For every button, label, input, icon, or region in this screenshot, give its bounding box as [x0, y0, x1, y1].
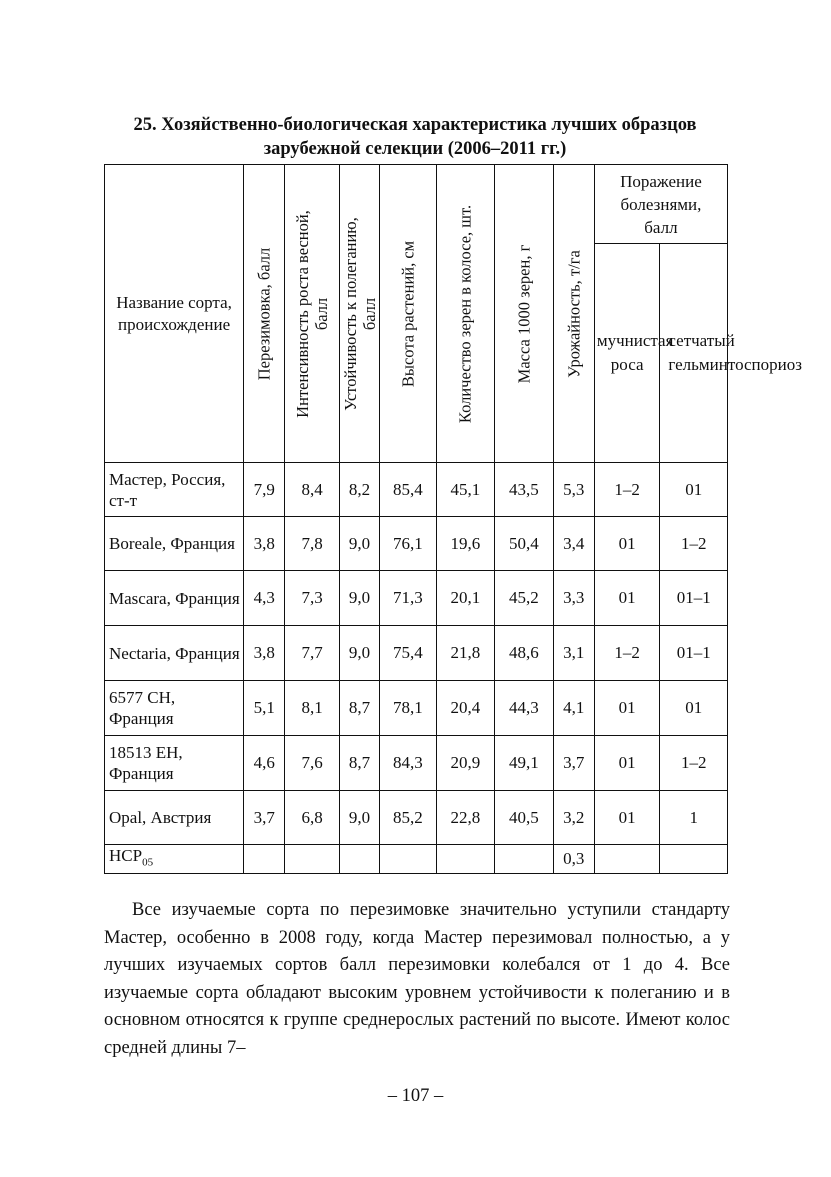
cell-mass: 49,1: [495, 736, 553, 791]
page-number: – 107 –: [387, 1086, 444, 1106]
header-name: Название сорта, происхождение: [105, 165, 244, 463]
cell-overwintering: 3,8: [244, 517, 285, 571]
cell-mildew: 01: [594, 791, 660, 845]
header-plant-height: Высота растений, см: [380, 165, 436, 463]
table-title-line-2: зарубежной селекции (2006–2011 гг.): [263, 139, 567, 159]
variety-name: Mascara, Франция: [105, 571, 244, 626]
cell-height: 78,1: [380, 681, 436, 736]
variety-name: Opal, Австрия: [105, 791, 244, 845]
body-paragraph: Все изучаемые сорта по перезимовке значительно уступили стандарту Мастер, особенно в 2008 году, когда Мастер перезимовал полностью, а у лучших изучаемых сортов балл перезимовки колебался от 1 до 4. Все изучаемые сорта обладают высоким уровнем устойчивости к полеганию и в основном относятся к группе среднерослых растений по высоте. Имеют колос средней длины 7–: [104, 900, 730, 1058]
cell-grains: 22,8: [436, 791, 494, 845]
cell-height: 85,4: [380, 463, 436, 517]
cell-yield: 4,1: [553, 681, 594, 736]
cell-lodging: 9,0: [339, 517, 379, 571]
cell-grains: 20,1: [436, 571, 494, 626]
header-spring-growth: Интенсивность роста весной, балл: [285, 165, 339, 463]
header-grains-per-ear: Количество зерен в колосе, шт.: [436, 165, 494, 463]
cell-overwintering: 3,7: [244, 791, 285, 845]
header-thousand-grain-mass: Масса 1000 зерен, г: [495, 165, 553, 463]
cell-overwintering: 5,1: [244, 681, 285, 736]
cell-net-blotch: 01–1: [660, 626, 728, 681]
table-row: [105, 791, 728, 845]
cell-mildew: 1–2: [594, 463, 660, 517]
cell-spring-growth: 6,8: [285, 791, 339, 845]
header-yield: Урожайность, т/га: [553, 165, 594, 463]
cell-net-blotch: 1–2: [660, 517, 728, 571]
cell-lodging: 9,0: [339, 571, 379, 626]
cell-yield: 3,1: [553, 626, 594, 681]
cell-height: 75,4: [380, 626, 436, 681]
cell-lodging: 9,0: [339, 791, 379, 845]
table-row: [105, 463, 728, 517]
cell-net-blotch: 1–2: [660, 736, 728, 791]
cell-yield: 3,4: [553, 517, 594, 571]
cell-yield: 5,3: [553, 463, 594, 517]
table-row: [105, 736, 728, 791]
cell-mass: 48,6: [495, 626, 553, 681]
variety-name: 18513 EH, Франция: [105, 736, 244, 791]
cell-height: 85,2: [380, 791, 436, 845]
cell-mass: 44,3: [495, 681, 553, 736]
header-disease: Поражение болезнями, балл: [594, 165, 727, 244]
table-row: [105, 571, 728, 626]
table-row: [105, 517, 728, 571]
variety-name: Nectaria, Франция: [105, 626, 244, 681]
cell-yield: 3,3: [553, 571, 594, 626]
cell-net-blotch: 01–1: [660, 571, 728, 626]
cell-spring-growth: 7,6: [285, 736, 339, 791]
cell-height: 76,1: [380, 517, 436, 571]
table-title: [100, 113, 730, 161]
cell-height: 84,3: [380, 736, 436, 791]
cell-mildew: 01: [594, 681, 660, 736]
cell-net-blotch: 01: [660, 463, 728, 517]
cell-net-blotch: 1: [660, 791, 728, 845]
lsd-row: [105, 845, 728, 874]
header-net-blotch: сетчатый гельминтоспориоз: [660, 244, 728, 463]
table-row: [105, 681, 728, 736]
cell-overwintering: 7,9: [244, 463, 285, 517]
variety-name: Boreale, Франция: [105, 517, 244, 571]
cell-lodging: 9,0: [339, 626, 379, 681]
cell-grains: 45,1: [436, 463, 494, 517]
cell-grains: 20,4: [436, 681, 494, 736]
cell-mass: 40,5: [495, 791, 553, 845]
cell-overwintering: 4,3: [244, 571, 285, 626]
cell-mildew: 1–2: [594, 626, 660, 681]
cell-net-blotch: 01: [660, 681, 728, 736]
cell-lodging: 8,7: [339, 681, 379, 736]
lsd-yield: 0,3: [553, 845, 594, 874]
cell-spring-growth: 8,4: [285, 463, 339, 517]
cell-lodging: 8,7: [339, 736, 379, 791]
header-overwintering: Перезимовка, балл: [244, 165, 285, 463]
cell-mass: 45,2: [495, 571, 553, 626]
table-row: [105, 626, 728, 681]
cell-lodging: 8,2: [339, 463, 379, 517]
cell-grains: 20,9: [436, 736, 494, 791]
variety-name: Мастер, Россия, ст-т: [105, 463, 244, 517]
cell-grains: 21,8: [436, 626, 494, 681]
cell-mildew: 01: [594, 517, 660, 571]
variety-name: 6577 CH, Франция: [105, 681, 244, 736]
cell-grains: 19,6: [436, 517, 494, 571]
cell-height: 71,3: [380, 571, 436, 626]
cell-spring-growth: 7,8: [285, 517, 339, 571]
cell-mass: 50,4: [495, 517, 553, 571]
data-table: [104, 164, 802, 874]
cell-mildew: 01: [594, 571, 660, 626]
cell-spring-growth: 7,3: [285, 571, 339, 626]
header-lodging-resistance: Устойчивость к полеганию, балл: [339, 165, 379, 463]
table-title-line-1: 25. Хозяйственно-биологическая характеристика лучших образцов: [133, 115, 697, 135]
cell-overwintering: 4,6: [244, 736, 285, 791]
cell-mildew: 01: [594, 736, 660, 791]
cell-mass: 43,5: [495, 463, 553, 517]
cell-spring-growth: 8,1: [285, 681, 339, 736]
cell-spring-growth: 7,7: [285, 626, 339, 681]
cell-overwintering: 3,8: [244, 626, 285, 681]
header-powdery-mildew: мучнистая роса: [594, 244, 660, 463]
cell-yield: 3,7: [553, 736, 594, 791]
cell-yield: 3,2: [553, 791, 594, 845]
lsd-label: $НСР_{05}$: [105, 845, 244, 874]
